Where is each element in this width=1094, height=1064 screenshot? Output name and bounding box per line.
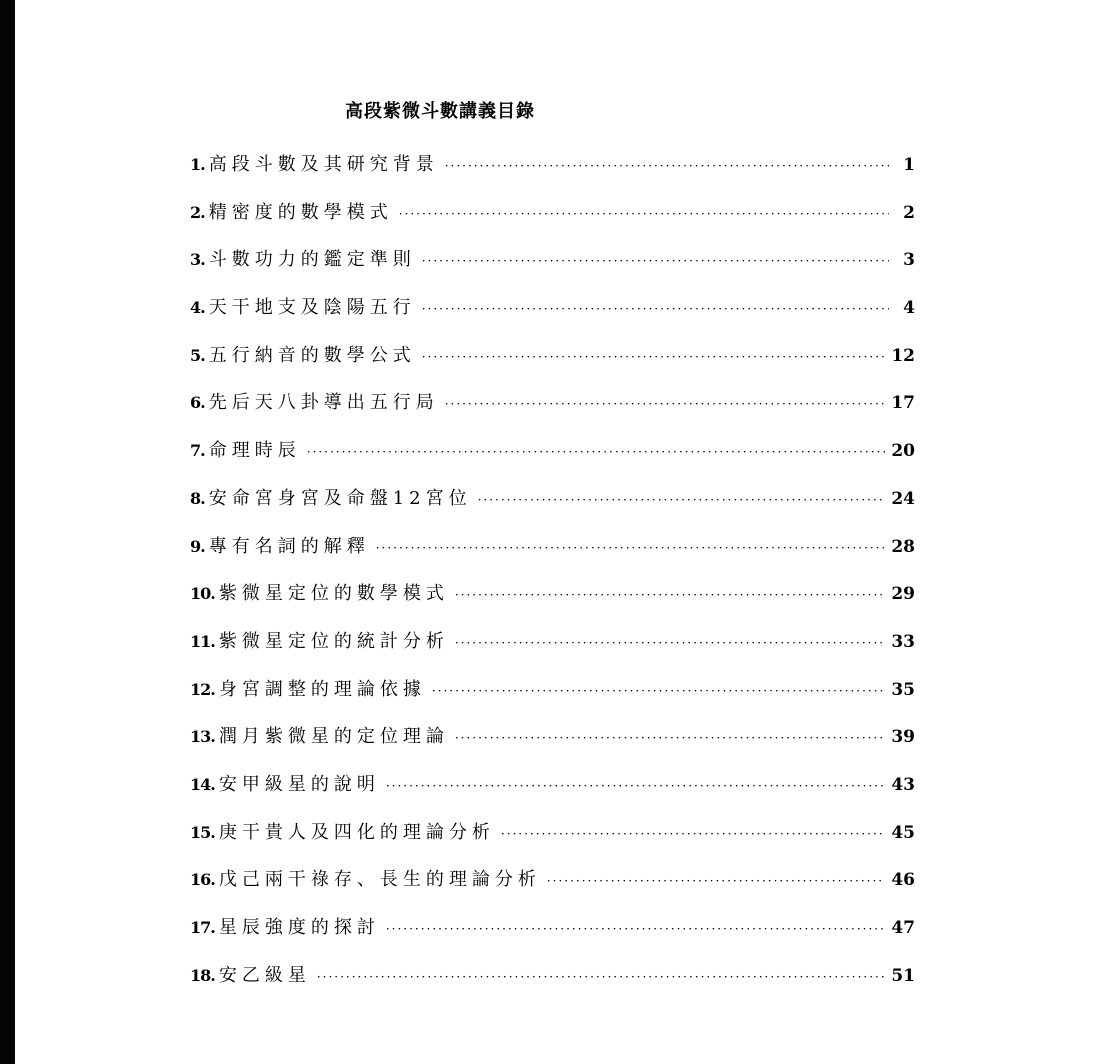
- entry-number: 7.: [190, 441, 205, 461]
- toc-entry: [190, 818, 915, 866]
- entry-page: 39: [891, 727, 915, 748]
- entry-page: 33: [891, 631, 915, 652]
- entry-page: 51: [891, 965, 915, 986]
- entry-number: 10.: [190, 584, 215, 604]
- dot-leader: [455, 636, 885, 650]
- entry-number: 3.: [190, 250, 205, 270]
- entry-page: 1: [903, 155, 915, 175]
- table-of-contents: [190, 150, 915, 1008]
- dot-leader: [478, 493, 886, 507]
- toc-entry: [190, 341, 915, 389]
- entry-title: 斗數功力的鑑定準則: [208, 249, 416, 271]
- entry-number: 13.: [190, 727, 215, 747]
- entry-page: 46: [891, 870, 915, 891]
- dot-leader: [432, 684, 885, 698]
- dot-leader: [386, 922, 885, 936]
- entry-page: 20: [891, 441, 915, 462]
- toc-entry: [190, 245, 915, 293]
- toc-entry: [190, 675, 915, 723]
- toc-entry: [190, 961, 915, 1009]
- entry-number: 2.: [190, 202, 205, 222]
- dot-leader: [376, 541, 886, 555]
- entry-title: 精密度的數學模式: [208, 201, 393, 223]
- dot-leader: [501, 827, 885, 841]
- entry-number: 9.: [190, 536, 205, 556]
- entry-title: 專有名詞的解釋: [208, 535, 370, 557]
- page-title: 高段紫微斗數講義目錄: [345, 101, 535, 122]
- entry-title: 天干地支及陰陽五行: [208, 297, 416, 319]
- entry-title: 紫微星定位的數學模式: [218, 583, 449, 605]
- toc-entry: [190, 865, 915, 913]
- entry-page: 4: [903, 298, 915, 319]
- entry-page: 29: [891, 584, 915, 605]
- entry-number: 12.: [190, 679, 215, 699]
- dot-leader: [386, 779, 885, 793]
- entry-title: 安甲級星的說明: [218, 773, 380, 795]
- entry-page: 47: [891, 918, 915, 938]
- entry-page: 45: [891, 822, 915, 843]
- entry-page: 17: [891, 393, 915, 414]
- entry-title: 五行納音的數學公式: [208, 344, 416, 366]
- dot-leader: [445, 159, 889, 173]
- toc-entry: [190, 484, 915, 532]
- entry-number: 5.: [190, 345, 205, 365]
- entry-page: 24: [891, 488, 915, 509]
- scan-edge: [0, 0, 15, 1064]
- dot-leader: [399, 207, 889, 221]
- toc-entry: [190, 770, 915, 818]
- entry-title: 安乙級星: [218, 964, 311, 986]
- entry-number: 1.: [190, 155, 205, 174]
- entry-title: 身宮調整的理論依據: [218, 678, 426, 700]
- entry-number: 14.: [190, 774, 215, 794]
- entry-title: 安命宮身宮及命盤12宮位: [208, 487, 472, 509]
- entry-page: 2: [903, 202, 915, 223]
- dot-leader: [547, 874, 885, 888]
- dot-leader: [455, 731, 885, 745]
- dot-leader: [455, 588, 885, 602]
- entry-number: 16.: [190, 870, 215, 890]
- dot-leader: [422, 350, 886, 364]
- dot-leader: [422, 302, 889, 316]
- entry-title: 高段斗數及其研究背景: [208, 154, 439, 175]
- entry-page: 35: [891, 679, 915, 700]
- entry-number: 4.: [190, 298, 205, 318]
- toc-entry: [190, 627, 915, 675]
- dot-leader: [445, 397, 886, 411]
- toc-entry: [190, 579, 915, 627]
- entry-title: 戊己兩干祿存、長生的理論分析: [218, 869, 541, 891]
- dot-leader: [307, 445, 886, 459]
- entry-number: 17.: [190, 918, 215, 937]
- entry-page: 12: [891, 345, 915, 366]
- entry-page: 28: [891, 536, 915, 557]
- entry-number: 11.: [190, 631, 215, 651]
- entry-number: 15.: [190, 822, 215, 842]
- entry-title: 庚干貴人及四化的理論分析: [218, 821, 495, 843]
- dot-leader: [422, 254, 889, 268]
- entry-title: 潤月紫微星的定位理論: [218, 726, 449, 748]
- toc-entry: [190, 150, 915, 198]
- entry-page: 3: [903, 250, 915, 271]
- entry-title: 先后天八卦導出五行局: [208, 392, 439, 414]
- toc-entry: [190, 293, 915, 341]
- entry-title: 命理時辰: [208, 440, 301, 462]
- entry-title: 紫微星定位的統計分析: [218, 630, 449, 652]
- toc-entry: [190, 388, 915, 436]
- toc-entry: [190, 198, 915, 246]
- toc-entry: [190, 436, 915, 484]
- entry-number: 6.: [190, 393, 205, 413]
- toc-entry: [190, 722, 915, 770]
- toc-entry: [190, 913, 915, 961]
- entry-page: 43: [891, 774, 915, 795]
- entry-number: 18.: [190, 965, 215, 985]
- dot-leader: [317, 970, 885, 984]
- toc-entry: [190, 532, 915, 580]
- entry-number: 8.: [190, 488, 205, 508]
- entry-title: 星辰強度的探討: [218, 917, 380, 938]
